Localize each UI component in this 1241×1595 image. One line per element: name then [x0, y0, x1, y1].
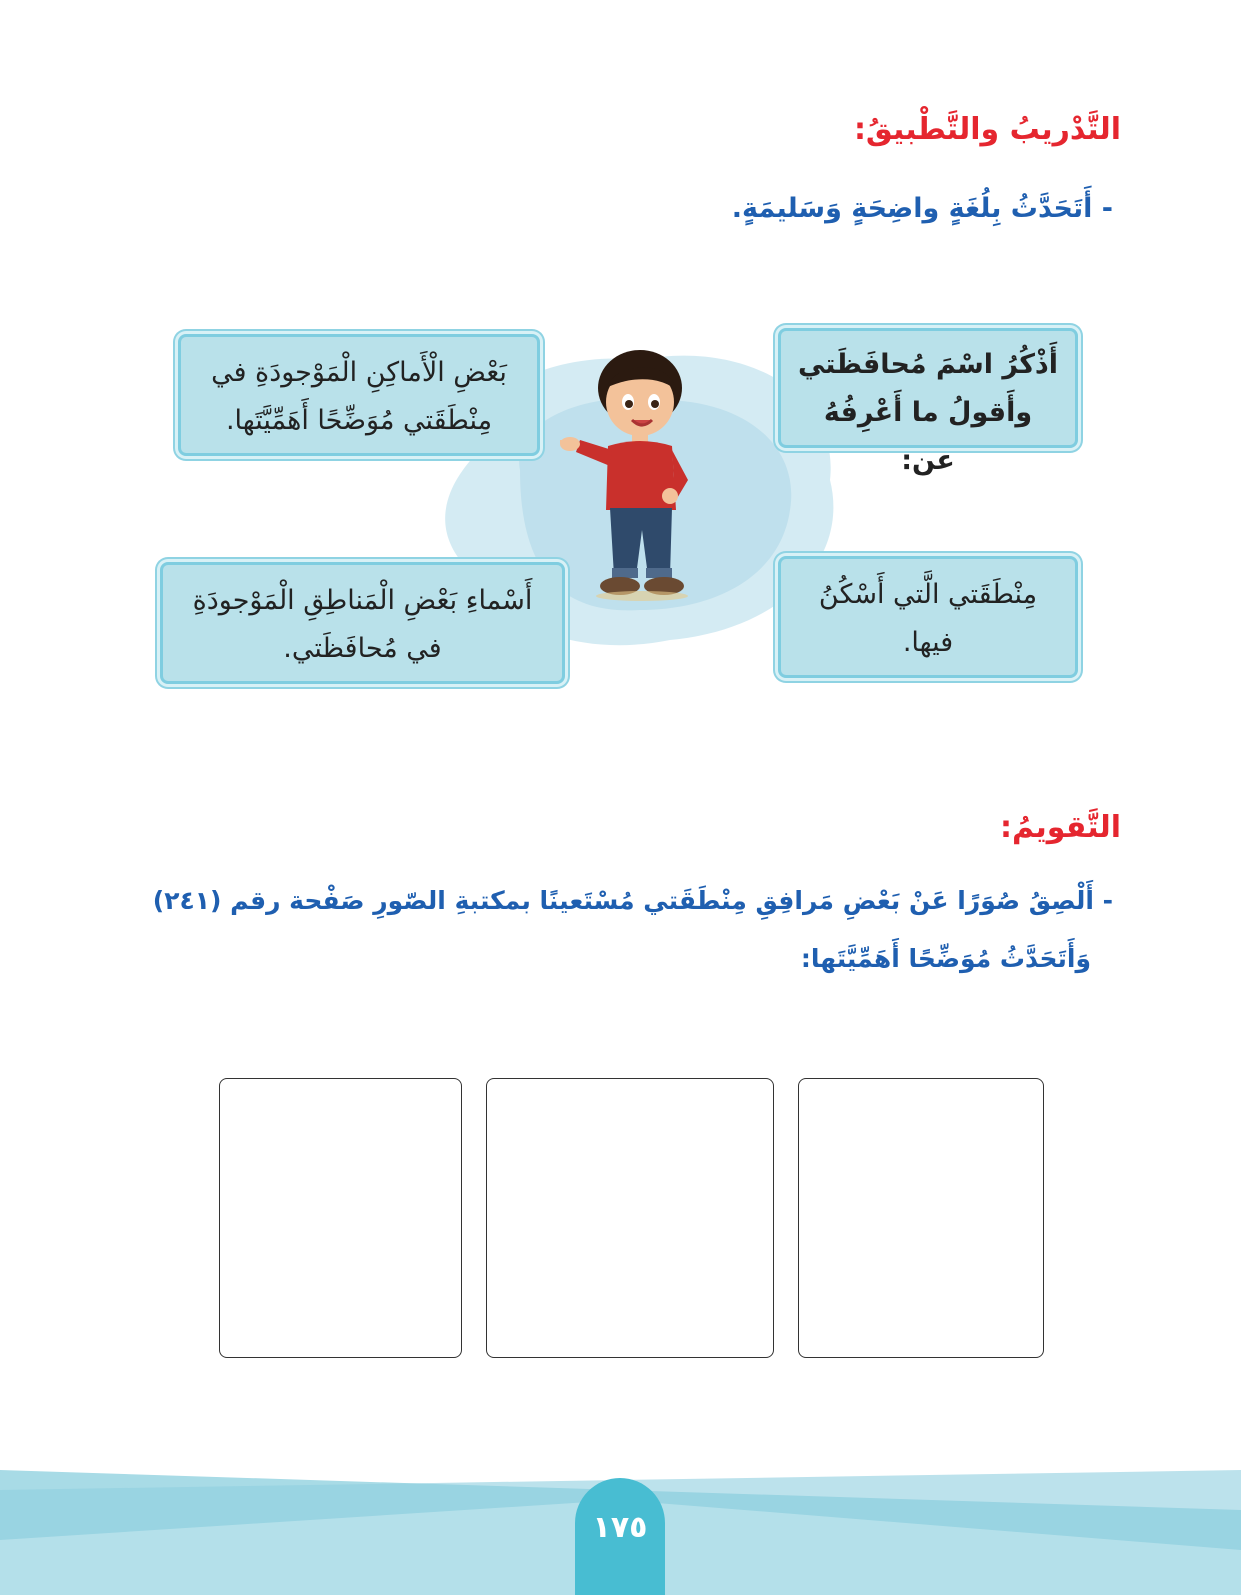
card-line: فيها.: [902, 627, 954, 658]
card-my-area: [778, 556, 1078, 678]
photo-box-middle[interactable]: [486, 1078, 774, 1358]
page-number: ١٧٥: [575, 1478, 665, 1595]
training-instruction: - أَتَحَدَّثُ بِلُغَةٍ واضِحَةٍ وَسَليمَةٍ.: [731, 193, 1113, 224]
card-line: في مُحافَظَتي.: [283, 633, 442, 664]
evaluation-line: - أَلْصِقُ صُوَرًا عَنْ بَعْضِ مَرافِقِ مِنْطَقَتي مُسْتَعينًا بمكتبةِ الصّورِ صَفْحة رقم (٢٤١): [152, 886, 1113, 915]
card-line: مِنْطَقَتي مُوَضِّحًا أَهَمِّيَّتَها.: [225, 405, 493, 436]
card-line: وأَقولُ ما أَعْرِفُهُ عن:: [823, 397, 1033, 476]
evaluation-instruction: [113, 872, 1113, 988]
card-area-names: [160, 562, 565, 684]
photo-box-left[interactable]: [219, 1078, 462, 1358]
card-line: بَعْضِ الْأَماكِنِ الْمَوْجودَةِ في: [211, 357, 507, 388]
evaluation-heading: التَّقويمُ:: [1000, 810, 1121, 845]
card-line: مِنْطَقَتي الَّتي أَسْكُنُ: [818, 579, 1038, 610]
training-heading: التَّدْريبُ والتَّطْبيقُ:: [853, 112, 1121, 147]
card-line: أَذْكُرُ اسْمَ مُحافَظَتي: [797, 349, 1059, 380]
card-places-importance: [178, 334, 540, 456]
photo-box-right[interactable]: [798, 1078, 1044, 1358]
card-line: أَسْماءِ بَعْضِ الْمَناطِقِ الْمَوْجودَةِ: [192, 585, 533, 616]
card-governorate-name: [778, 328, 1078, 476]
evaluation-line: وَأَتَحَدَّثُ مُوَضِّحًا أَهَمِّيَّتَها:: [800, 944, 1091, 973]
boy-illustration: [560, 340, 710, 610]
